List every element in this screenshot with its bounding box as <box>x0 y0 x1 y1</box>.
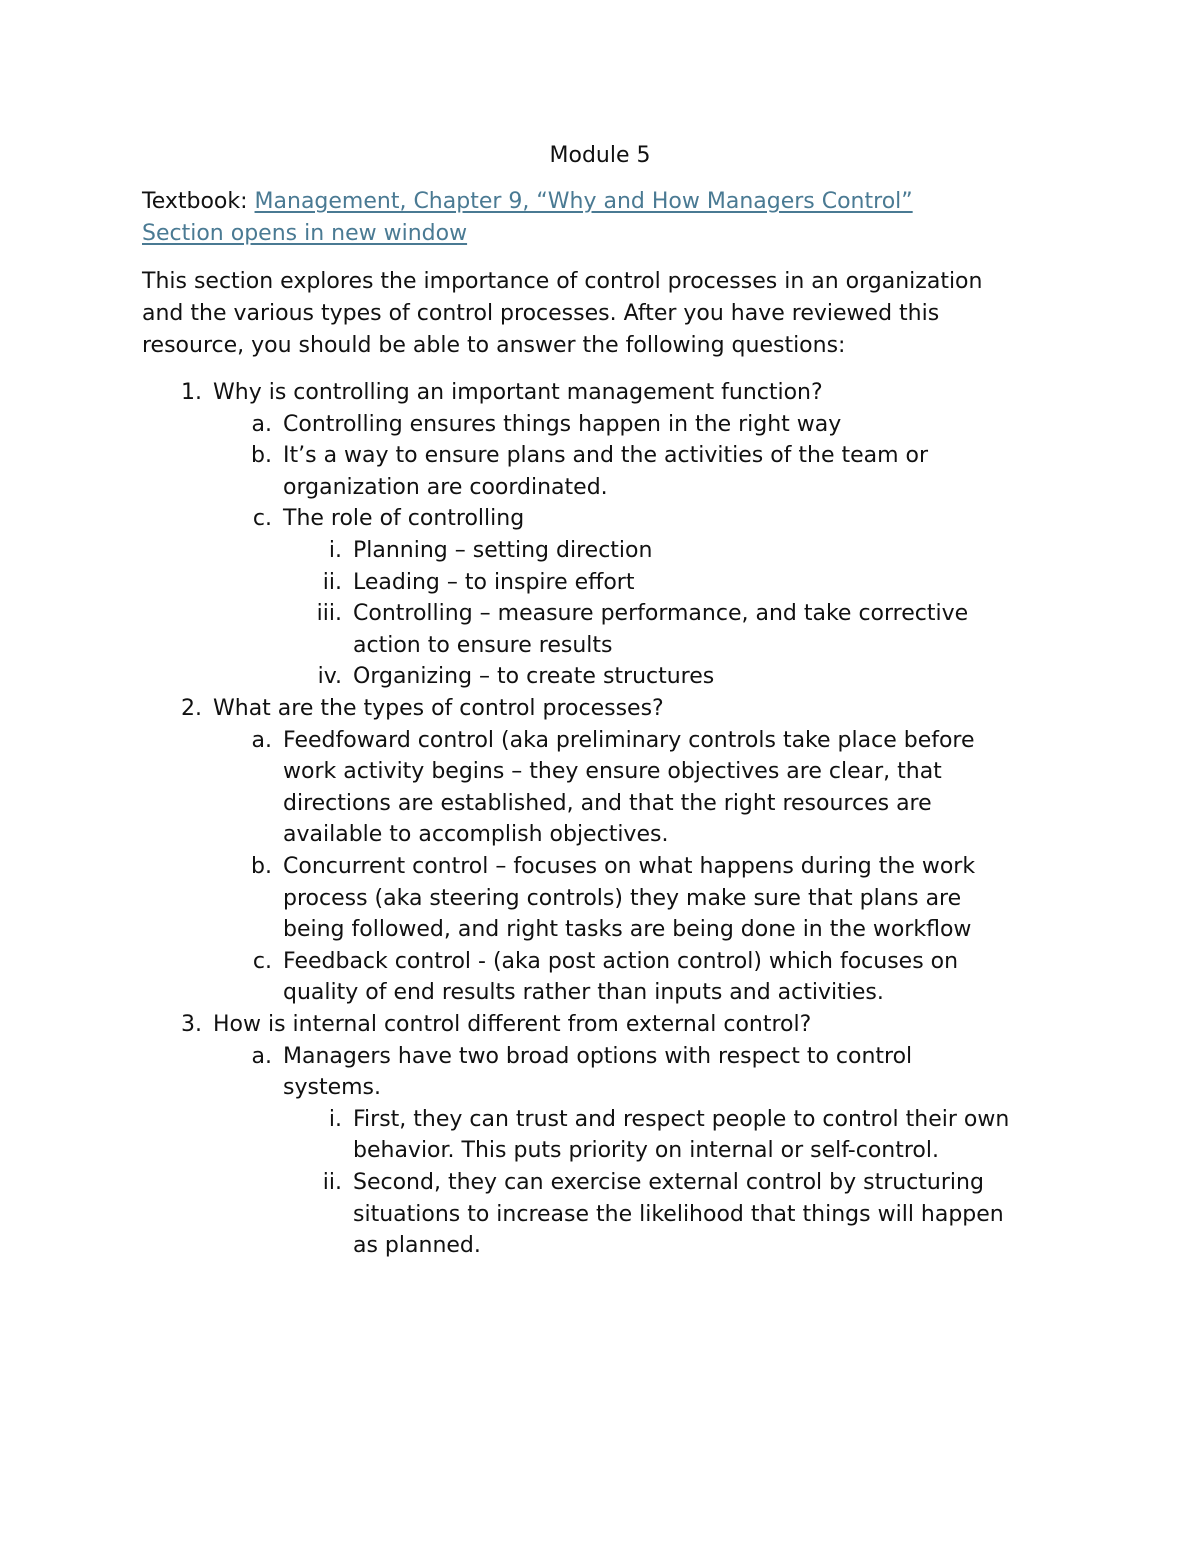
answer-item-marker: a. <box>251 1043 272 1069</box>
answer-subitem-marker: i. <box>328 1106 342 1132</box>
textbook-line <box>142 186 913 218</box>
question-text: What are the types of control processes? <box>213 696 664 721</box>
answer-item-text: It’s a way to ensure plans and the activities of the team or <box>283 443 929 469</box>
answer-item-text: work activity begins – they ensure objectives are clear, that <box>283 759 942 785</box>
answer-item-text: systems. <box>283 1075 381 1101</box>
answer-subitem-text: Controlling – measure performance, and take corrective <box>353 601 969 627</box>
answer-item-marker: a. <box>251 727 272 753</box>
page-title: Module 5 <box>549 143 651 168</box>
answer-item-text: organization are coordinated. <box>283 474 608 500</box>
answer-subitem-text: situations to increase the likelihood that things will happen <box>353 1201 1004 1227</box>
answer-item-marker: a. <box>251 411 272 437</box>
answer-subitem-marker: iii. <box>316 601 342 627</box>
answer-item-text: Feedfoward control (aka preliminary controls take place before <box>283 727 975 753</box>
question-text: Why is controlling an important management function? <box>213 380 823 405</box>
answer-item-marker: c. <box>252 506 272 532</box>
answer-item-marker: b. <box>251 854 272 879</box>
textbook-link[interactable]: Management, Chapter 9, “Why and How Managers Control” <box>254 189 913 214</box>
answer-item-text: process (aka steering controls) they make sure that plans are <box>283 885 962 911</box>
answer-item-text: Controlling ensures things happen in the right way <box>283 411 842 437</box>
answer-item-text: Concurrent control – focuses on what happens during the work <box>283 854 976 879</box>
answer-item-text: quality of end results rather than inputs and activities. <box>283 980 884 1006</box>
intro-paragraph <box>142 266 982 362</box>
answer-subitem-text: action to ensure results <box>353 632 613 658</box>
answer-item-text: Managers have two broad options with respect to control <box>283 1043 913 1069</box>
intro-line: resource, you should be able to answer the following questions: <box>142 333 846 358</box>
answer-item-text: Feedback control - (aka post action control) which focuses on <box>283 948 959 974</box>
intro-line: This section explores the importance of control processes in an organization <box>142 269 983 294</box>
answer-subitem-text: as planned. <box>353 1233 481 1259</box>
answer-subitem-text: First, they can trust and respect people to control their own <box>353 1106 1010 1132</box>
answer-subitem-text: Planning – setting direction <box>353 538 653 563</box>
question-marker: 2. <box>181 696 202 721</box>
answer-item-text: directions are established, and that the right resources are <box>283 790 932 816</box>
textbook-label: Textbook: <box>142 189 255 214</box>
answer-item-marker: b. <box>251 443 272 469</box>
answer-item-text: The role of controlling <box>283 506 525 532</box>
answer-subitem-marker: iv. <box>317 664 342 690</box>
answer-subitem-marker: ii. <box>322 1170 342 1195</box>
answer-subitem-text: Leading – to inspire effort <box>353 569 635 595</box>
answer-subitem-marker: i. <box>328 538 342 563</box>
textbook-link-line2 <box>142 218 467 250</box>
question-marker: 1. <box>181 380 202 405</box>
question-marker: 3. <box>181 1012 202 1037</box>
answer-subitem-text: Organizing – to create structures <box>353 664 715 690</box>
answer-item-marker: c. <box>252 948 272 974</box>
answer-subitem-text: Second, they can exercise external control by structuring <box>353 1170 984 1195</box>
new-window-link[interactable]: Section opens in new window <box>142 221 468 246</box>
answer-subitem-marker: ii. <box>322 569 342 595</box>
intro-line: and the various types of control processes. After you have reviewed this <box>142 301 940 326</box>
answer-item-text: being followed, and right tasks are being done in the workflow <box>283 917 972 943</box>
answer-item-text: available to accomplish objectives. <box>283 822 669 848</box>
answer-subitem-text: behavior. This puts priority on internal or self-control. <box>353 1138 939 1164</box>
question-text: How is internal control different from external control? <box>213 1012 812 1037</box>
